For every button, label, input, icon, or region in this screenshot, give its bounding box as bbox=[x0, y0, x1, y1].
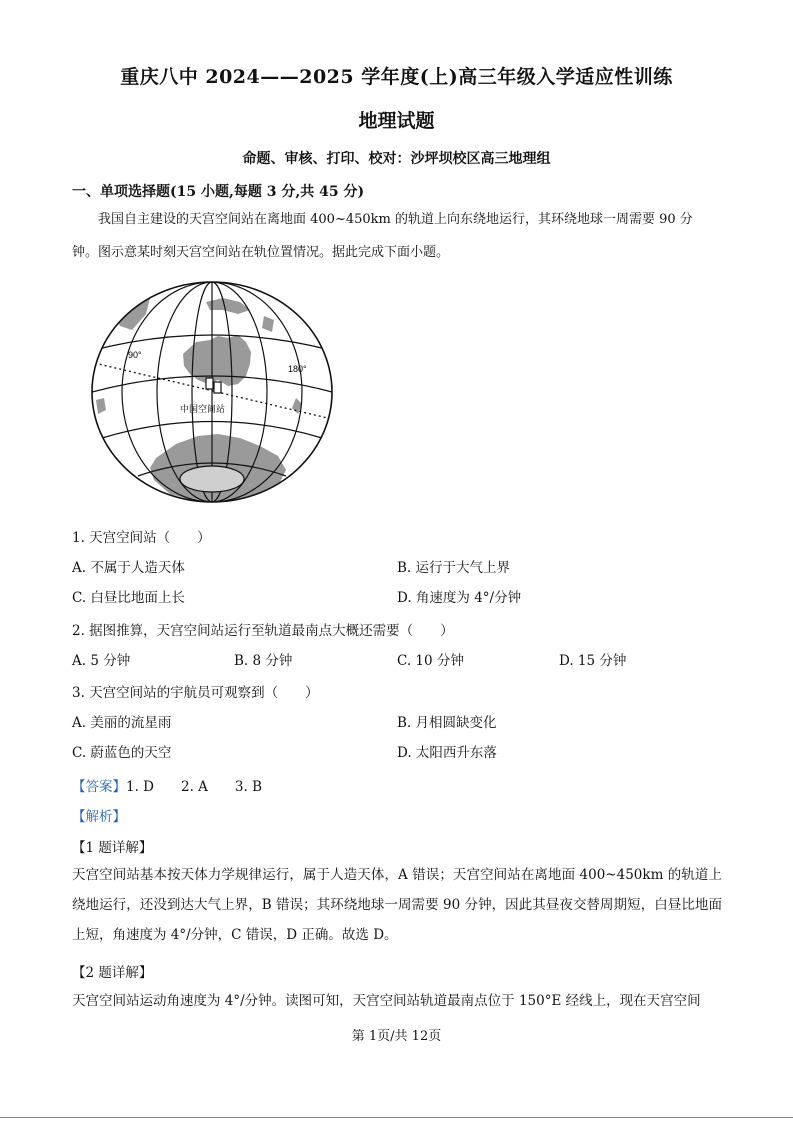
section-heading: 一、单项选择题(15 小题,每题 3 分,共 45 分) bbox=[72, 184, 365, 200]
question-1-option-a: A. 不属于人造天体 bbox=[72, 560, 185, 576]
label-180-degrees: 180° bbox=[288, 364, 307, 374]
question-2-option-b: B. 8 分钟 bbox=[234, 653, 293, 669]
analysis-tag: 【解析】 bbox=[72, 809, 126, 825]
new-guinea-landmass bbox=[206, 298, 250, 314]
globe-figure bbox=[88, 280, 338, 505]
exam-subject: 地理试题 bbox=[358, 110, 435, 132]
answer-row bbox=[72, 775, 262, 795]
question-2-option-d: D. 15 分钟 bbox=[559, 653, 627, 669]
answer-text: 1. D 2. A 3. B bbox=[126, 779, 263, 795]
question-3-option-a: A. 美丽的流星雨 bbox=[72, 715, 172, 731]
q1-detail-heading: 【1 题详解】 bbox=[72, 840, 153, 856]
question-1-option-d: D. 角速度为 4°/分钟 bbox=[397, 590, 522, 606]
answer-tag: 【答案】 bbox=[72, 779, 126, 795]
intro-line-2: 钟。图示意某时刻天宫空间站在轨位置情况。据此完成下面小题。 bbox=[72, 245, 450, 260]
label-90-degrees: 90° bbox=[128, 350, 142, 360]
question-3-stem: 3. 天宫空间站的宇航员可观察到（ ） bbox=[72, 685, 319, 701]
q2-detail-text: 天宫空间站运动角速度为 4°/分钟。读图可知，天宫空间站轨道最南点位于 150°E 经线上，现在天宫空间 bbox=[72, 993, 701, 1009]
q2-detail-heading: 【2 题详解】 bbox=[72, 965, 153, 981]
station-label: 中国空间站 bbox=[180, 404, 226, 414]
question-3-option-d: D. 太阳西升东落 bbox=[397, 745, 497, 761]
page-number: 第 1页/共 12页 bbox=[351, 1029, 442, 1044]
question-3-option-c: C. 蔚蓝色的天空 bbox=[72, 745, 172, 761]
question-2-option-a: A. 5 分钟 bbox=[72, 653, 131, 669]
question-1-option-b: B. 运行于大气上界 bbox=[397, 560, 511, 576]
q1-detail-text: 天宫空间站基本按天体力学规律运行，属于人造天体，A 错误；天宫空间站在离地面 400~450km 的轨道上绕地运行，还没到达大气上界，B 错误；其环绕地球一周需要 90 分钟，因此其昼夜交替周期短，白昼比地面上短，角速度为 4°/分钟，C 错误，D 正确。故选 D。 bbox=[72, 867, 722, 943]
island-landmass bbox=[262, 316, 274, 332]
exam-title: 重庆八中 2024——2025 学年度(上)高三年级入学适应性训练 bbox=[120, 66, 673, 88]
asia-landmass bbox=[114, 294, 150, 330]
question-1-option-c: C. 白昼比地面上长 bbox=[72, 590, 185, 606]
small-island-landmass bbox=[96, 398, 106, 414]
exam-authors: 命题、审核、打印、校对：沙坪坝校区高三地理组 bbox=[242, 151, 551, 167]
question-1-stem: 1. 天宫空间站（ ） bbox=[72, 530, 211, 546]
south-pole-circle bbox=[180, 466, 244, 492]
intro-line-1: 我国自主建设的天宫空间站在离地面 400~450km 的轨道上向东绕地运行，其环绕地球一周需要 90 分 bbox=[98, 212, 693, 227]
bottom-divider bbox=[0, 1117, 793, 1118]
question-2-option-c: C. 10 分钟 bbox=[397, 653, 464, 669]
question-2-stem: 2. 据图推算，天宫空间站运行至轨道最南点大概还需要（ ） bbox=[72, 623, 454, 639]
question-3-option-b: B. 月相圆缺变化 bbox=[397, 715, 497, 731]
